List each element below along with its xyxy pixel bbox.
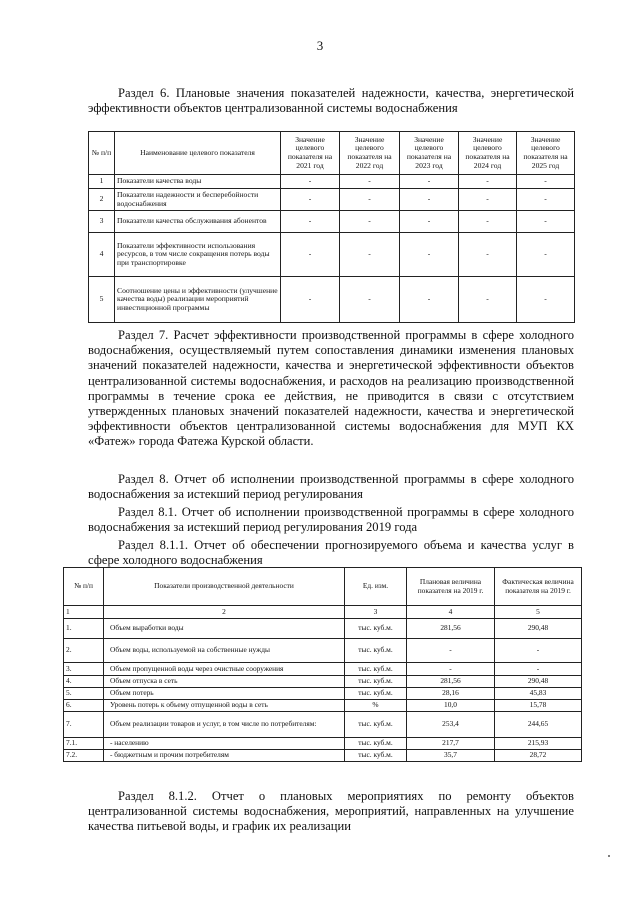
row-number: 1: [89, 175, 115, 189]
scan-speck: [608, 855, 610, 857]
section-8-text: Раздел 8. Отчет об исполнении производственной программы в сфере холодного водоснабжения за истекший период регулирования: [88, 472, 574, 502]
section-8-1-2-paragraph: [88, 789, 574, 835]
plan-cell: -: [407, 639, 495, 663]
section-8-1-2-text: Раздел 8.1.2. Отчет о плановых мероприятиях по ремонту объектов централизованной системы водоснабжения, мероприятий, направленных на улучшение качества питьевой воды, и график их реализации: [88, 789, 574, 834]
fact-cell: 290,48: [495, 676, 582, 688]
section-8-1-text: Раздел 8.1. Отчет об исполнении производственной программы в сфере холодного водоснабжения за истекший период регулирования 2019 года: [88, 505, 574, 535]
header-cell: Наименование целевого показателя: [115, 132, 281, 175]
indicator-name: Объем выработки воды: [104, 619, 345, 639]
indicator-name: Объем потерь: [104, 688, 345, 700]
value-cell: -: [400, 233, 459, 277]
fact-cell: 45,83: [495, 688, 582, 700]
table-row: [89, 211, 575, 233]
section-8-1-paragraph: [88, 505, 574, 535]
plan-cell: 281,56: [407, 676, 495, 688]
value-cell: -: [459, 277, 517, 323]
value-cell: -: [517, 175, 575, 189]
targets-table-header: [89, 132, 575, 175]
row-number: 4: [89, 233, 115, 277]
value-cell: -: [459, 211, 517, 233]
value-cell: -: [340, 189, 400, 211]
table-row: [89, 175, 575, 189]
indicator-name: Показатели качества воды: [115, 175, 281, 189]
value-cell: -: [400, 189, 459, 211]
fact-cell: 290,48: [495, 619, 582, 639]
section-8-paragraph: [88, 472, 574, 502]
row-number: 4.: [64, 676, 104, 688]
plan-cell: 28,16: [407, 688, 495, 700]
value-cell: -: [517, 233, 575, 277]
header-cell: № п/п: [89, 132, 115, 175]
table-row: [89, 233, 575, 277]
table-row: [89, 277, 575, 323]
value-cell: -: [340, 211, 400, 233]
value-cell: -: [281, 175, 340, 189]
value-cell: -: [281, 233, 340, 277]
value-cell: -: [340, 277, 400, 323]
indicator-name: Объем воды, используемой на собственные нужды: [104, 639, 345, 663]
header-cell: Плановая величина показателя на 2019 г.: [407, 568, 495, 606]
unit-cell: тыс. куб.м.: [345, 712, 407, 738]
plan-cell: 281,56: [407, 619, 495, 639]
section-7-text: Раздел 7. Расчет эффективности производственной программы в сфере холодного водоснабжения, осуществляемый путем сопоставления динамики изменения плановых значений показателей надежности, качества и энергетической эффективности объектов централизованной системы водоснабжения, и расходов на реализацию производственной программы в течение срока ее действия, не приводится в связи с отсутствием утвержденных плановых значений показателей надежности, качества и энергетической эффективности объектов централизованной системы водоснабжения для МУП КХ «Фатеж» города Фатежа Курской области.: [88, 328, 574, 449]
section-6-heading-text: Раздел 6. Плановые значения показателей надежности, качества, энергетической эффективности объектов централизованной системы водоснабжения: [88, 86, 574, 116]
header-cell: Показатели производственной деятельности: [104, 568, 345, 606]
header-cell: № п/п: [64, 568, 104, 606]
indicator-name: - населению: [104, 738, 345, 750]
plan-cell: -: [407, 663, 495, 676]
table-row: [64, 676, 582, 688]
row-number: 1.: [64, 619, 104, 639]
value-cell: -: [459, 189, 517, 211]
indicator-name: - бюджетным и прочим потребителям: [104, 750, 345, 762]
value-cell: -: [517, 211, 575, 233]
table-row: [64, 712, 582, 738]
header-cell: Значение целевого показателя на 2025 год: [517, 132, 575, 175]
row-number: 5: [89, 277, 115, 323]
section-8-1-1-heading: [88, 538, 574, 568]
indicator-name: Показатели надежности и бесперебойности водоснабжения: [115, 189, 281, 211]
indicator-name: Объем пропущенной воды через очистные сооружения: [104, 663, 345, 676]
header-cell: Фактическая величина показателя на 2019 г.: [495, 568, 582, 606]
table-row: [64, 639, 582, 663]
header-cell: Ед. изм.: [345, 568, 407, 606]
plan-cell: 10,0: [407, 700, 495, 712]
column-number: 3: [345, 606, 407, 619]
table-row: [64, 619, 582, 639]
value-cell: -: [459, 233, 517, 277]
column-number: 5: [495, 606, 582, 619]
section-8-1-1-heading-text: Раздел 8.1.1. Отчет об обеспечении прогнозируемого объема и качества услуг в сфере холодного водоснабжения: [88, 538, 574, 568]
value-cell: -: [517, 277, 575, 323]
report-table: [63, 567, 582, 762]
indicator-name: Объем реализации товаров и услуг, в том числе по потребителям:: [104, 712, 345, 738]
indicator-name: Соотношение цены и эффективности (улучшение качества воды) реализации мероприятий инвестиционной программы: [115, 277, 281, 323]
value-cell: -: [340, 233, 400, 277]
unit-cell: тыс. куб.м.: [345, 639, 407, 663]
column-number: 2: [104, 606, 345, 619]
unit-cell: %: [345, 700, 407, 712]
fact-cell: 244,65: [495, 712, 582, 738]
row-number: 3.: [64, 663, 104, 676]
header-cell: Значение целевого показателя на 2023 год: [400, 132, 459, 175]
plan-cell: 217,7: [407, 738, 495, 750]
row-number: 5.: [64, 688, 104, 700]
table-row: [64, 688, 582, 700]
indicator-name: Объем отпуска в сеть: [104, 676, 345, 688]
table-row: [64, 750, 582, 762]
fact-cell: 15,78: [495, 700, 582, 712]
value-cell: -: [281, 211, 340, 233]
unit-cell: тыс. куб.м.: [345, 738, 407, 750]
unit-cell: тыс. куб.м.: [345, 676, 407, 688]
value-cell: -: [400, 175, 459, 189]
page-number: 3: [316, 38, 324, 53]
indicator-name: Уровень потерь к объему отпущенной воды в сеть: [104, 700, 345, 712]
section-7-paragraph: [88, 328, 574, 450]
table-row: [64, 663, 582, 676]
unit-cell: тыс. куб.м.: [345, 663, 407, 676]
row-number: 7.2.: [64, 750, 104, 762]
header-cell: Значение целевого показателя на 2021 год: [281, 132, 340, 175]
row-number: 6.: [64, 700, 104, 712]
value-cell: -: [281, 277, 340, 323]
fact-cell: 215,93: [495, 738, 582, 750]
value-cell: -: [400, 277, 459, 323]
table-row: [64, 700, 582, 712]
unit-cell: тыс. куб.м.: [345, 750, 407, 762]
report-table-header: [64, 568, 582, 606]
unit-cell: тыс. куб.м.: [345, 619, 407, 639]
fact-cell: -: [495, 663, 582, 676]
value-cell: -: [340, 175, 400, 189]
unit-cell: тыс. куб.м.: [345, 688, 407, 700]
value-cell: -: [400, 211, 459, 233]
targets-table: [88, 131, 575, 323]
column-numbers-row: [64, 606, 582, 619]
row-number: 2.: [64, 639, 104, 663]
column-number: 4: [407, 606, 495, 619]
row-number: 2: [89, 189, 115, 211]
column-number: 1: [64, 606, 104, 619]
indicator-name: Показатели эффективности использования ресурсов, в том числе сокращения потерь воды при транспортировке: [115, 233, 281, 277]
fact-cell: 28,72: [495, 750, 582, 762]
plan-cell: 35,7: [407, 750, 495, 762]
plan-cell: 253,4: [407, 712, 495, 738]
table-row: [89, 189, 575, 211]
value-cell: -: [517, 189, 575, 211]
value-cell: -: [281, 189, 340, 211]
indicator-name: Показатели качества обслуживания абонентов: [115, 211, 281, 233]
row-number: 7.1.: [64, 738, 104, 750]
header-cell: Значение целевого показателя на 2022 год: [340, 132, 400, 175]
row-number: 3: [89, 211, 115, 233]
value-cell: -: [459, 175, 517, 189]
header-cell: Значение целевого показателя на 2024 год: [459, 132, 517, 175]
table-row: [64, 738, 582, 750]
fact-cell: -: [495, 639, 582, 663]
section-6-heading: [88, 86, 574, 116]
row-number: 7.: [64, 712, 104, 738]
